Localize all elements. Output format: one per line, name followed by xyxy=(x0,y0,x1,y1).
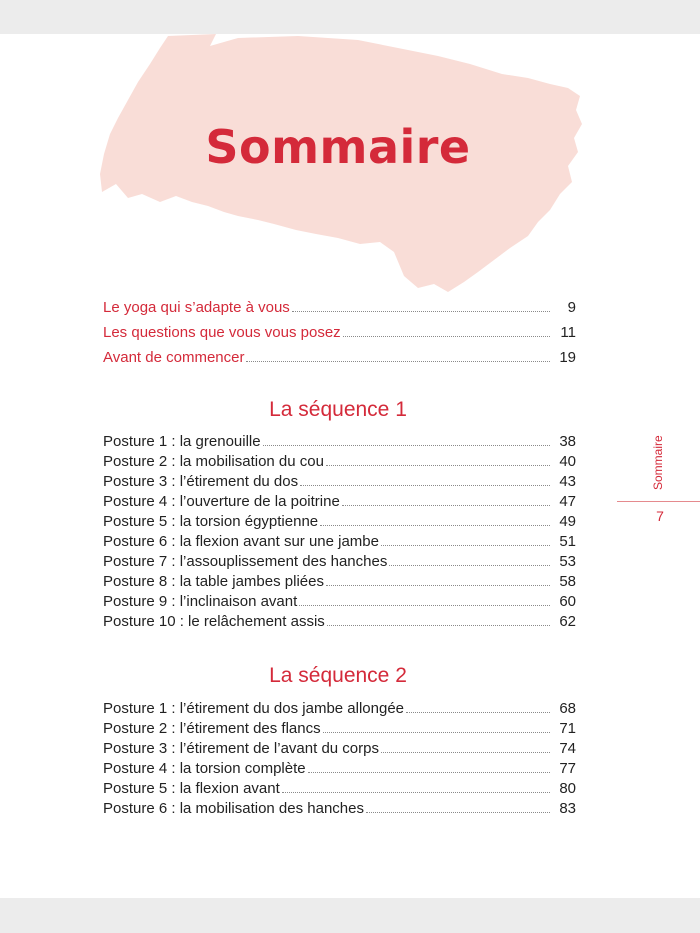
toc-entry-label: Le yoga qui s’adapte à vous xyxy=(103,299,290,316)
toc-entry-page: 58 xyxy=(559,573,576,590)
toc-entry[interactable] xyxy=(103,800,576,817)
dot-leader xyxy=(282,791,550,793)
toc-entry-page: 77 xyxy=(559,760,576,777)
dot-leader xyxy=(323,731,550,733)
toc-entry-label: Posture 2 : la mobilisation du cou xyxy=(103,453,324,470)
toc-entry-label: Posture 4 : l’ouverture de la poitrine xyxy=(103,493,340,510)
toc-entry[interactable] xyxy=(103,613,576,630)
toc-entry-label: Posture 7 : l’assouplissement des hanches xyxy=(103,553,388,570)
section-title-sequence-2: La séquence 2 xyxy=(269,664,407,687)
dot-leader xyxy=(343,335,550,337)
toc-entry[interactable] xyxy=(103,349,576,366)
dot-leader xyxy=(381,544,550,546)
section-title-sequence-1: La séquence 1 xyxy=(269,398,407,421)
toc-entry-page: 9 xyxy=(567,299,576,316)
toc-entry-page: 43 xyxy=(559,473,576,490)
toc-entry[interactable] xyxy=(103,780,576,797)
toc-entry-label: Posture 1 : l’étirement du dos jambe allongée xyxy=(103,700,405,717)
dot-leader xyxy=(366,811,550,813)
toc-entry-page: 71 xyxy=(559,720,576,737)
toc-entry-label: Posture 1 : la grenouille xyxy=(103,433,261,450)
toc-entry[interactable] xyxy=(103,433,576,450)
toc-entry-page: 40 xyxy=(559,453,576,470)
toc-entry-page: 19 xyxy=(559,349,576,366)
toc-entry-label: Posture 3 : l’étirement du dos xyxy=(103,473,299,490)
toc-entry-label: Les questions que vous vous posez xyxy=(103,324,341,341)
toc-entry-page: 80 xyxy=(559,780,576,797)
toc-entry-page: 38 xyxy=(559,433,576,450)
toc-entry[interactable] xyxy=(103,473,576,490)
dot-leader xyxy=(389,564,550,566)
toc-entry-label: Posture 5 : la flexion avant xyxy=(103,780,280,797)
toc-entry[interactable] xyxy=(103,493,576,510)
dot-leader xyxy=(342,504,550,506)
toc-entry-label: Posture 6 : la mobilisation des hanches xyxy=(103,800,364,817)
dot-leader xyxy=(292,310,550,312)
toc-entry-page: 74 xyxy=(559,740,576,757)
dot-leader xyxy=(406,711,550,713)
toc-entry-label: Posture 3 : l’étirement de l’avant du corps xyxy=(103,740,379,757)
dot-leader xyxy=(263,444,550,446)
toc-entry-page: 68 xyxy=(559,700,576,717)
toc-entry[interactable] xyxy=(103,740,576,757)
toc-entry-label: Posture 9 : l’inclinaison avant xyxy=(103,593,298,610)
toc-entry[interactable] xyxy=(103,533,576,550)
toc-entry[interactable] xyxy=(103,553,576,570)
toc-entry[interactable] xyxy=(103,593,576,610)
toc-entry[interactable] xyxy=(103,299,576,316)
side-tab-divider xyxy=(617,501,700,502)
toc-entry-label: Posture 10 : le relâchement assis xyxy=(103,613,325,630)
toc-entry[interactable] xyxy=(103,700,576,717)
toc-entry-label: Posture 5 : la torsion égyptienne xyxy=(103,513,319,530)
dot-leader xyxy=(320,524,550,526)
toc-entry[interactable] xyxy=(103,720,576,737)
toc-entry-label: Posture 2 : l’étirement des flancs xyxy=(103,720,321,737)
side-tab-label: Sommaire xyxy=(651,435,665,491)
toc-entry-label: Posture 4 : la torsion complète xyxy=(103,760,306,777)
dot-leader xyxy=(246,360,550,362)
toc-entry[interactable] xyxy=(103,453,576,470)
toc-entry[interactable] xyxy=(103,513,576,530)
toc-entry-page: 53 xyxy=(559,553,576,570)
toc-entry-page: 62 xyxy=(559,613,576,630)
toc-entry[interactable] xyxy=(103,573,576,590)
toc-entry-page: 51 xyxy=(559,533,576,550)
toc-entry[interactable] xyxy=(103,760,576,777)
dot-leader xyxy=(326,584,550,586)
toc-entry-label: Posture 6 : la flexion avant sur une jambe xyxy=(103,533,379,550)
dot-leader xyxy=(327,624,550,626)
toc-entry-label: Avant de commencer xyxy=(103,349,245,366)
toc-entry[interactable] xyxy=(103,324,576,341)
toc-entry-page: 47 xyxy=(559,493,576,510)
dot-leader xyxy=(300,484,550,486)
dot-leader xyxy=(326,464,550,466)
dot-leader xyxy=(299,604,550,606)
book-page xyxy=(0,34,700,898)
toc-entry-page: 11 xyxy=(560,324,576,341)
page-number: 7 xyxy=(656,508,664,524)
toc-entry-label: Posture 8 : la table jambes pliées xyxy=(103,573,324,590)
toc-entry-page: 60 xyxy=(559,593,576,610)
page-title: Sommaire xyxy=(205,120,471,174)
dot-leader xyxy=(308,771,550,773)
dot-leader xyxy=(381,751,550,753)
toc-entry-page: 49 xyxy=(559,513,576,530)
toc-entry-page: 83 xyxy=(559,800,576,817)
